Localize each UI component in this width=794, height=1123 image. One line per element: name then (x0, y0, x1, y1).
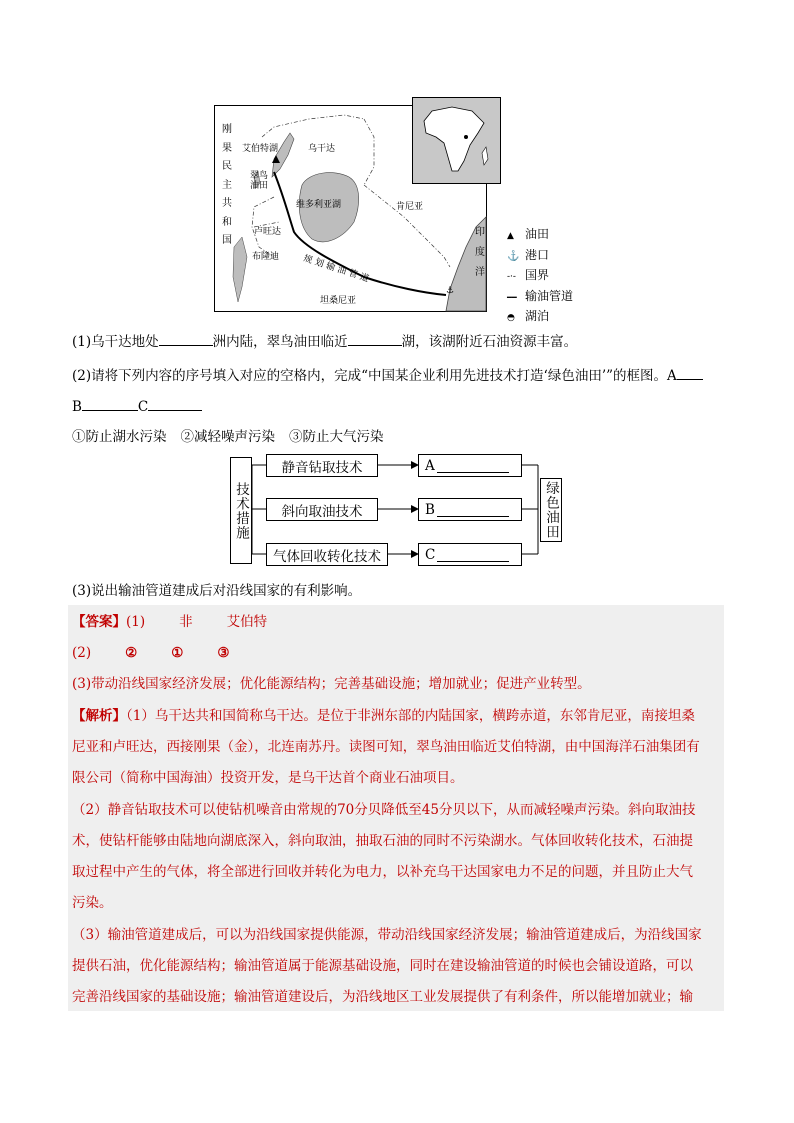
analysis-line-4: （2）静音钻取技术可以使钻机噪音由常规的70分贝降低至45分贝以下，从而减轻噪声污染。斜向取油技 (72, 802, 696, 818)
map-figure (214, 97, 502, 312)
oilfield-icon: ▲ (507, 231, 514, 241)
question-3: (3)说出输油管道建成后对沿线国家的有利影响。 (72, 583, 362, 599)
africa-inset (412, 97, 501, 184)
label-kenya: 肯尼亚 (396, 202, 424, 212)
border-icon: -·- (507, 272, 516, 282)
label-indian-ocean: 印 度 洋 (475, 227, 485, 278)
blank-c[interactable] (148, 396, 202, 411)
label-uganda: 乌干达 (308, 144, 336, 154)
legend-item: -·- 国界 (507, 266, 607, 287)
label-tanzania: 坦桑尼亚 (320, 296, 357, 306)
box-method-2: 斜向取油技术 (266, 498, 378, 521)
box-method-3: 气体回收转化技术 (266, 543, 388, 566)
answer-line-2: (2) ② ① ③ (72, 645, 230, 661)
blank-b[interactable] (82, 396, 138, 411)
analysis-line-10: 完善沿线国家的基础设施；输油管道建设后，为沿线地区工业发展提供了有利条件，所以能增加就业；输 (72, 989, 693, 1005)
label-lake-albert: 艾伯特湖 (242, 144, 279, 154)
legend-item: ◓ 湖泊 (507, 307, 607, 328)
question-2-cont: B C (72, 396, 202, 417)
box-slot-b[interactable]: B (418, 498, 522, 521)
analysis-line-6: 取过程中产生的气体，将全部进行回收并转化为电力，以补充乌干达国家电力不足的问题，并且防止大气 (72, 864, 693, 880)
box-method-1: 静音钻取技术 (266, 454, 378, 477)
question-2: (2)请将下列内容的序号填入对应的空格内，完成“中国某企业利用先进技术打造‘绿色油田’”的框图。A (72, 365, 703, 386)
question-1: (1)乌干达地处 洲内陆，翠鸟油田临近 湖，该湖附近石油资源丰富。 (72, 331, 577, 352)
analysis-line-1: 【解析】（1）乌干达共和国简称乌干达。是位于非洲东部的内陆国家，横跨赤道，东邻肯尼亚，南接坦桑 (72, 708, 695, 724)
box-slot-a[interactable]: A (418, 454, 522, 477)
flow-diagram (228, 450, 568, 572)
port-marker: ⚓ (446, 286, 455, 296)
blank-lake[interactable] (348, 331, 402, 346)
analysis-line-9: 提供石油，优化能源结构；输油管道属于能源基础设施，同时在建设输油管道的时候也会铺设道路，可以 (72, 958, 693, 974)
label-planned-pipeline: 规 划 输 油 管 道 (301, 253, 371, 285)
box-slot-c[interactable]: C (418, 543, 522, 566)
label-kingfisher-oilfield: 翠鸟 油田 (250, 171, 269, 191)
label-lake-victoria: 维多利亚湖 (296, 200, 342, 210)
port-icon: ⚓ (507, 251, 520, 262)
map-legend (507, 225, 607, 328)
box-green-oilfield: 绿色油田 (540, 478, 562, 542)
blank-continent[interactable] (159, 331, 213, 346)
answer-line-3: (3)带动沿线国家经济发展；优化能源结构；完善基础设施；增加就业；促进产业转型。 (72, 676, 591, 692)
label-burundi: 布隆迪 (252, 252, 280, 262)
inset-location-dot (464, 135, 468, 139)
analysis-line-7: 污染。 (72, 895, 113, 911)
answer-line-1: 【答案】(1) 非 艾伯特 (72, 614, 268, 630)
label-rwanda: 卢旺达 (254, 227, 282, 237)
label-congo: 刚 果 民 主 共 和 国 (222, 124, 232, 246)
legend-item: ▲ 油田 (507, 225, 607, 246)
analysis-line-2: 尼亚和卢旺达，西接刚果（金），北连南苏丹。读图可知，翠鸟油田临近艾伯特湖，由中国海洋石油集团有 (72, 739, 700, 755)
analysis-line-5: 术，使钻杆能够由陆地向湖底深入，斜向取油，抽取石油的同时不污染湖水。气体回收转化技术，石油提 (72, 833, 693, 849)
pipeline-icon: ━━ (507, 292, 517, 302)
box-technical-measures: 技术措施 (230, 457, 252, 564)
analysis-line-8: （3）输油管道建成后，可以为沿线国家提供能源，带动沿线国家经济发展；输油管道建成后，为沿线国家 (72, 927, 702, 943)
legend-item: ━━ 输油管道 (507, 287, 607, 307)
blank-a[interactable] (677, 365, 703, 380)
legend-item: ⚓ 港口 (507, 246, 607, 266)
lake-icon: ◓ (507, 313, 515, 323)
question-2-options: ①防止湖水污染 ②减轻噪声污染 ③防止大气污染 (72, 429, 384, 445)
analysis-line-3: 限公司（简称中国海油）投资开发，是乌干达首个商业石油项目。 (72, 770, 464, 786)
